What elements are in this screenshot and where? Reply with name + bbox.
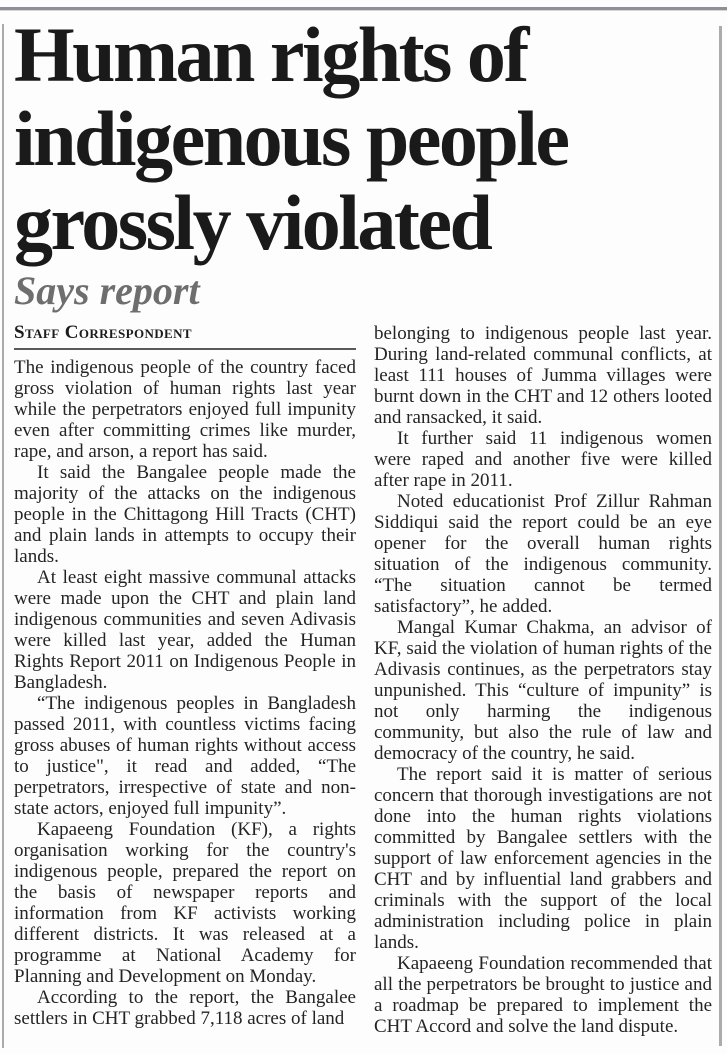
headline-line-2: indigenous people [14, 95, 568, 182]
subhead: Says report [14, 268, 200, 313]
left-vertical-rule [2, 24, 4, 1048]
paragraph: belonging to indigenous people last year. During land-related communal conflicts, at least 111 houses of Jumma villages were burnt down in the CHT and 12 others looted and ransacked, it said. [374, 323, 712, 428]
paragraph: Noted educationist Prof Zillur Rahman Siddiqui said the report could be an eye opener for the overall human rights situation of the indigenous community. “The situation cannot be termed satisfactory”, he added. [374, 491, 712, 617]
article-columns [14, 323, 712, 1037]
paragraph: Mangal Kumar Chakma, an advisor of KF, said the violation of human rights of the Adivasis continues, as the perpetrators stay unpunished. This “culture of impunity” is not only harming the indigenous community, but also the rule of law and democracy of the country, he said. [374, 617, 712, 764]
paragraph: The indigenous people of the country faced gross violation of human rights last year while the perpetrators enjoyed full impunity even after committing crimes like murder, rape, and arson, a report has said. [14, 357, 356, 462]
byline: Staff Correspondent [14, 322, 192, 343]
article-content [14, 13, 712, 1037]
paragraph: According to the report, the Bangalee settlers in CHT grabbed 7,118 acres of land [14, 987, 356, 1029]
paragraph: “The indigenous peoples in Bangladesh passed 2011, with countless victims facing gross abuses of human rights without access to justice", it read and added, “The perpetrators, irrespective of state and non-state actors, enjoyed full impunity”. [14, 693, 356, 819]
paragraph: Kapaeeng Foundation recommended that all the perpetrators be brought to justice and a roadmap be prepared to implement the CHT Accord and solve the land dispute. [374, 953, 712, 1037]
headline-line-1: Human rights of [14, 11, 527, 98]
column-left [14, 323, 356, 1037]
right-vertical-rule [719, 26, 722, 1046]
paragraph: It further said 11 indigenous women were raped and another five were killed after rape in 2011. [374, 428, 712, 491]
paragraph: It said the Bangalee people made the majority of the attacks on the indigenous people in the Chittagong Hill Tracts (CHT) and plain lands in attempts to occupy their lands. [14, 462, 356, 567]
column-right [374, 323, 712, 1037]
headline-line-3: grossly violated [14, 179, 491, 266]
paragraph: The report said it is matter of serious concern that thorough investigations are not done into the human rights violations committed by Bangalee settlers with the support of law enforcement agencies in the CHT and by influential land grabbers and criminals with the support of the local administration including police in plain lands. [374, 764, 712, 953]
paragraph: At least eight massive communal attacks were made upon the CHT and plain land indigenous communities and seven Adivasis were killed last year, added the Human Rights Report 2011 on Indigenous People in Bangladesh. [14, 567, 356, 693]
byline-rule [14, 348, 356, 350]
paragraph: Kapaeeng Foundation (KF), a rights organisation working for the country's indigenous people, prepared the report on the basis of newspaper reports and information from KF activists working different districts. It was released at a programme at National Academy for Planning and Development on Monday. [14, 819, 356, 987]
headline [14, 13, 712, 265]
